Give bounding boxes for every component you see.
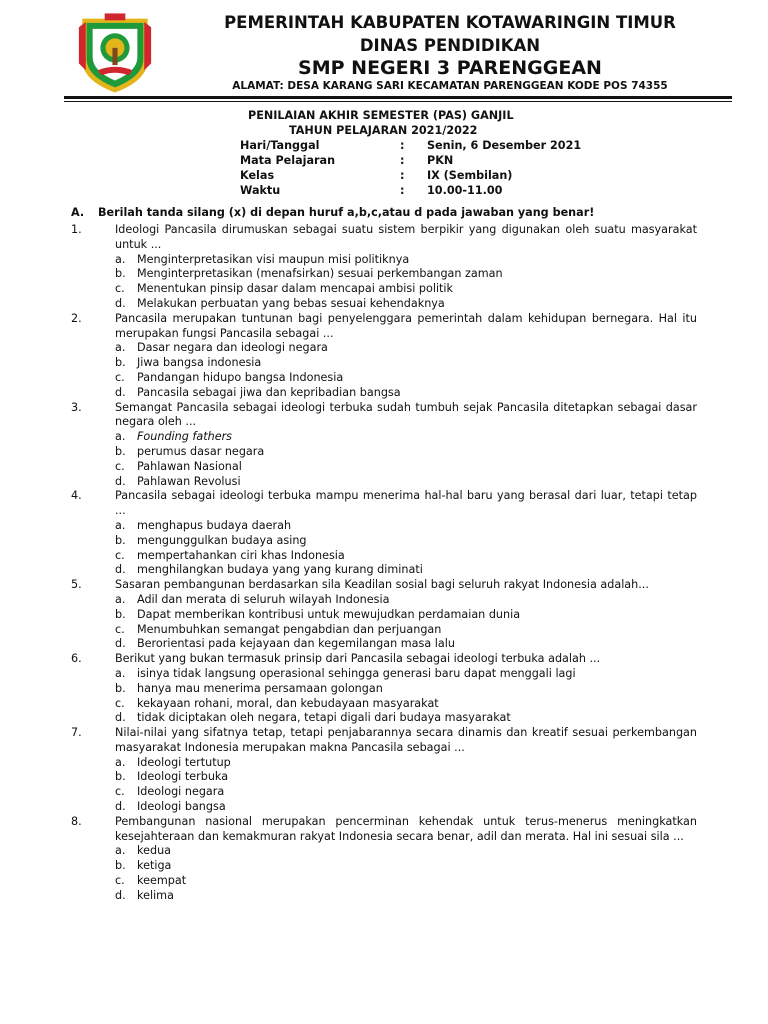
- letterhead-rule-thick: [64, 96, 732, 99]
- option-letter: d.: [115, 711, 126, 725]
- option-text: Dasar negara dan ideologi negara: [137, 341, 328, 355]
- option-text: perumus dasar negara: [137, 444, 265, 458]
- info-row-date: [240, 139, 640, 154]
- option-text: Pandangan hidupo bangsa Indonesia: [137, 370, 344, 384]
- option-text: Menginterpretasikan visi maupun misi politiknya: [137, 252, 410, 266]
- question-item: [71, 726, 697, 815]
- question-list: [71, 223, 697, 904]
- exam-academic-year: TAHUN PELAJARAN 2021/2022: [289, 124, 478, 137]
- question-stem: Berikut yang bukan termasuk prinsip dari Pancasila sebagai ideologi terbuka adalah ...: [115, 652, 601, 666]
- option-letter: d.: [115, 474, 126, 488]
- answer-option: [115, 519, 697, 534]
- info-label: Kelas: [240, 169, 275, 182]
- question-stem: Ideologi Pancasila dirumuskan sebagai suatu sistem berpikir yang digunakan oleh suatu masyarakat untuk ...: [115, 223, 697, 251]
- option-list: [115, 667, 697, 726]
- answer-option: [115, 593, 697, 608]
- info-value: IX (Sembilan): [427, 169, 513, 182]
- question-number: 3.: [71, 400, 82, 414]
- option-text: Menginterpretasikan (menafsirkan) sesuai perkembangan zaman: [137, 267, 503, 281]
- option-letter: a.: [115, 518, 126, 532]
- answer-option: [115, 889, 697, 904]
- option-text: hanya mau menerima persamaan golongan: [137, 681, 383, 695]
- question-stem: Pancasila sebagai ideologi terbuka mampu menerima hal-hal baru yang berasal dari luar, tetapi tetap ...: [115, 489, 697, 518]
- option-text: Dapat memberikan kontribusi untuk mewujudkan perdamaian dunia: [137, 607, 521, 621]
- answer-option: [115, 785, 697, 800]
- info-value: 10.00-11.00: [427, 184, 503, 197]
- question-number: 6.: [71, 652, 82, 666]
- answer-option: [115, 667, 697, 682]
- answer-option: [115, 460, 697, 475]
- option-letter: c.: [115, 874, 125, 888]
- answer-option: [115, 682, 697, 697]
- option-text: Founding fathers: [137, 430, 233, 444]
- info-colon: :: [400, 169, 405, 182]
- answer-option: [115, 637, 697, 652]
- answer-option: [115, 711, 697, 726]
- option-letter: b.: [115, 356, 126, 370]
- option-text: Ideologi bangsa: [137, 800, 226, 814]
- info-row-subject: [240, 154, 640, 169]
- option-letter: d.: [115, 800, 126, 814]
- option-letter: c.: [115, 459, 125, 473]
- question-number: 4.: [71, 489, 82, 503]
- info-label: Hari/Tanggal: [240, 139, 320, 152]
- answer-option: [115, 356, 697, 371]
- question-item: [71, 489, 697, 578]
- option-text: isinya tidak langsung operasional sehingga generasi baru dapat menggali lagi: [137, 666, 576, 680]
- answer-option: [115, 770, 697, 785]
- option-letter: a.: [115, 844, 126, 858]
- option-letter: d.: [115, 637, 126, 651]
- option-letter: d.: [115, 888, 126, 902]
- option-text: Menentukan pinsip dasar dalam mencapai ambisi politik: [137, 282, 454, 296]
- option-list: [115, 253, 697, 312]
- answer-option: [115, 430, 697, 445]
- option-text: tidak diciptakan oleh negara, tetapi digali dari budaya masyarakat: [137, 711, 511, 725]
- answer-option: [115, 386, 697, 401]
- info-colon: :: [400, 184, 405, 197]
- answer-option: [115, 282, 697, 297]
- question-item: [71, 578, 697, 652]
- option-text: menghilangkan budaya yang yang kurang diminati: [137, 563, 423, 577]
- question-number: 1.: [71, 223, 82, 236]
- question-stem: Semangat Pancasila sebagai ideologi terbuka sudah tumbuh sejak Pancasila ditetapkan sebagai dasar negara oleh ...: [115, 400, 697, 429]
- answer-option: [115, 445, 697, 460]
- kotawaringin-timur-logo: [72, 10, 158, 96]
- option-letter: b.: [115, 770, 126, 784]
- answer-option: [115, 475, 697, 490]
- answer-option: [115, 874, 697, 889]
- answer-option: [115, 859, 697, 874]
- option-text: ketiga: [137, 859, 172, 873]
- option-list: [115, 341, 697, 400]
- answer-option: [115, 253, 697, 268]
- exam-title: PENILAIAN AKHIR SEMESTER (PAS) GANJIL: [248, 109, 514, 122]
- option-letter: c.: [115, 696, 125, 710]
- info-value: Senin, 6 Desember 2021: [427, 139, 582, 152]
- answer-option: [115, 844, 697, 859]
- info-row-class: [240, 169, 640, 184]
- option-letter: a.: [115, 666, 126, 680]
- answer-option: [115, 623, 697, 638]
- option-text: keempat: [137, 874, 187, 888]
- option-text: Pahlawan Nasional: [137, 459, 242, 473]
- option-text: Ideologi terbuka: [137, 770, 229, 784]
- exam-info: [240, 139, 640, 199]
- info-colon: :: [400, 154, 405, 167]
- option-letter: a.: [115, 430, 126, 444]
- option-letter: b.: [115, 681, 126, 695]
- option-text: kedua: [137, 844, 172, 858]
- question-number: 8.: [71, 814, 82, 828]
- question-number: 5.: [71, 578, 82, 592]
- option-letter: b.: [115, 607, 126, 621]
- section-letter: A.: [71, 206, 85, 219]
- letterhead-government: PEMERINTAH KABUPATEN KOTAWARINGIN TIMUR: [224, 13, 676, 32]
- question-item: [71, 401, 697, 490]
- letterhead-rule-thin: [64, 101, 732, 102]
- option-letter: c.: [115, 622, 125, 636]
- info-label: Mata Pelajaran: [240, 154, 336, 167]
- option-letter: b.: [115, 859, 126, 873]
- option-letter: d.: [115, 296, 126, 310]
- question-stem: Sasaran pembangunan berdasarkan sila Keadilan sosial bagi seluruh rakyat Indonesia adalah...: [115, 578, 649, 592]
- info-row-time: [240, 184, 640, 199]
- option-letter: a.: [115, 592, 126, 606]
- option-letter: b.: [115, 444, 126, 458]
- answer-option: [115, 267, 697, 282]
- option-letter: a.: [115, 252, 126, 266]
- option-text: mempertahankan ciri khas Indonesia: [137, 548, 345, 562]
- letterhead-address: ALAMAT: DESA KARANG SARI KECAMATAN PARENGGEAN KODE POS 74355: [232, 80, 668, 92]
- option-letter: d.: [115, 563, 126, 577]
- info-value: PKN: [427, 154, 454, 167]
- option-text: Ideologi negara: [137, 785, 225, 799]
- answer-option: [115, 549, 697, 564]
- question-item: [71, 312, 697, 401]
- question-number: 7.: [71, 726, 82, 740]
- option-letter: b.: [115, 533, 126, 547]
- answer-option: [115, 371, 697, 386]
- option-list: [115, 844, 697, 903]
- option-text: Melakukan perbuatan yang bebas sesuai kehendaknya: [137, 296, 445, 310]
- option-letter: a.: [115, 755, 126, 769]
- option-letter: c.: [115, 548, 125, 562]
- option-text: Berorientasi pada kejayaan dan kegemilangan masa lalu: [137, 637, 455, 651]
- option-letter: d.: [115, 385, 126, 399]
- info-colon: :: [400, 139, 405, 152]
- answer-option: [115, 756, 697, 771]
- answer-option: [115, 341, 697, 356]
- instruction-text: Berilah tanda silang (x) di depan huruf a,b,c,atau d pada jawaban yang benar!: [98, 206, 595, 219]
- question-number: 2.: [71, 311, 82, 325]
- answer-option: [115, 297, 697, 312]
- question-stem: Pancasila merupakan tuntunan bagi penyelenggara pemerintah dalam kehidupan bernegara. Hal itu merupakan fungsi Pancasila sebagai ...: [115, 311, 697, 340]
- option-list: [115, 756, 697, 815]
- option-text: menghapus budaya daerah: [137, 518, 292, 532]
- option-text: Pahlawan Revolusi: [137, 474, 241, 488]
- option-text: Adil dan merata di seluruh wilayah Indonesia: [137, 592, 390, 606]
- info-label: Waktu: [240, 184, 281, 197]
- option-text: Pancasila sebagai jiwa dan kepribadian bangsa: [137, 385, 401, 399]
- answer-option: [115, 800, 697, 815]
- option-letter: a.: [115, 341, 126, 355]
- option-list: [115, 519, 697, 578]
- answer-option: [115, 697, 697, 712]
- option-letter: c.: [115, 282, 125, 296]
- question-item: [71, 652, 697, 726]
- question-item: [71, 223, 697, 312]
- option-text: kekayaan rohani, moral, dan kebudayaan masyarakat: [137, 696, 439, 710]
- option-text: Jiwa bangsa indonesia: [137, 356, 262, 370]
- answer-option: [115, 534, 697, 549]
- question-stem: Nilai-nilai yang sifatnya tetap, tetapi penjabarannya secara dinamis dan kreatif sesuai perkembangan masyarakat Indonesia merupakan makna Pancasila sebagai ...: [115, 726, 697, 754]
- option-text: mengunggulkan budaya asing: [137, 533, 307, 547]
- option-text: Ideologi tertutup: [137, 755, 231, 769]
- answer-option: [115, 563, 697, 578]
- option-letter: c.: [115, 370, 125, 384]
- option-text: kelima: [137, 888, 174, 902]
- question-item: [71, 815, 697, 904]
- letterhead-department: DINAS PENDIDIKAN: [359, 36, 541, 55]
- answer-option: [115, 608, 697, 623]
- question-stem: Pembangunan nasional merupakan pencerminan kehendak untuk terus-menerus meningkatkan kesejahteraan dan kemakmuran rakyat Indonesia secara benar, adil dan merata. Hal ini sesuai sila ...: [115, 814, 697, 843]
- option-letter: b.: [115, 267, 126, 281]
- letterhead-school: SMP NEGERI 3 PARENGGEAN: [298, 57, 602, 79]
- option-text: Menumbuhkan semangat pengabdian dan perjuangan: [137, 622, 442, 636]
- option-list: [115, 593, 697, 652]
- option-letter: c.: [115, 785, 125, 799]
- option-list: [115, 430, 697, 489]
